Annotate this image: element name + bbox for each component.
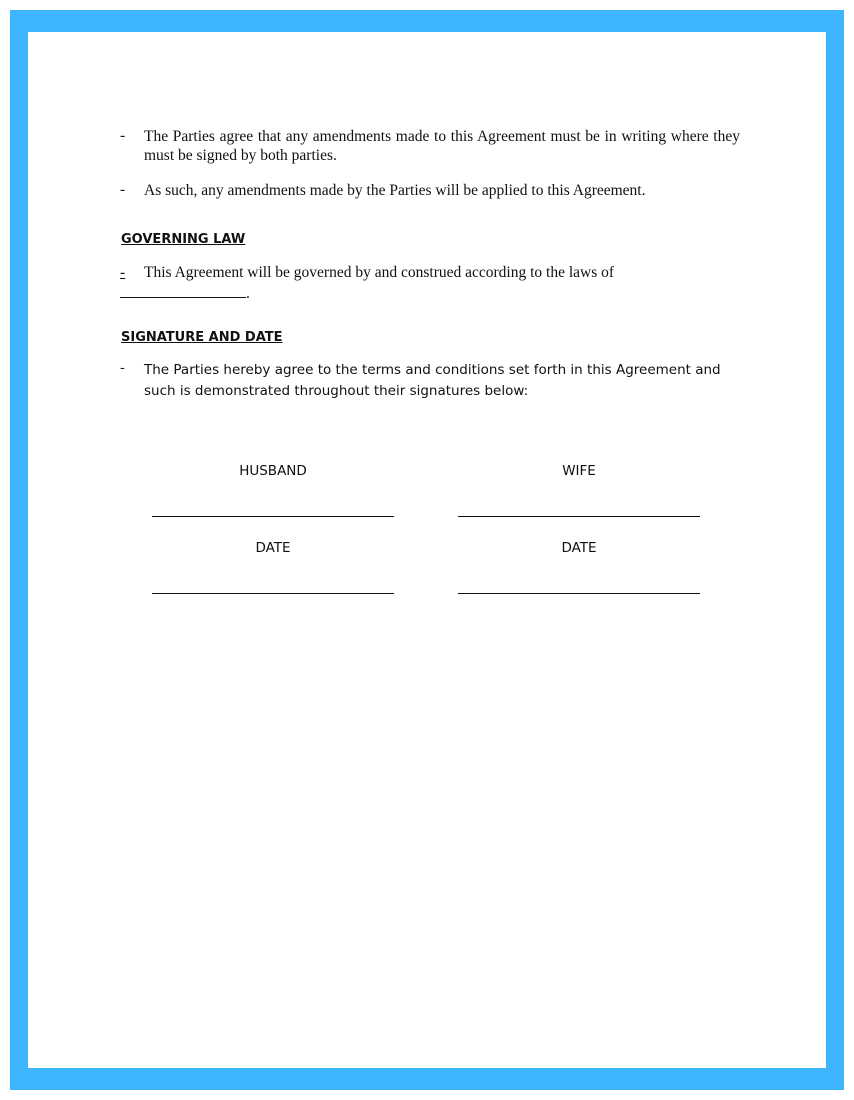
wife-label: WIFE (562, 463, 596, 479)
governing-law-heading: GOVERNING LAW (121, 232, 246, 247)
signature-clause (120, 360, 740, 402)
wife-date-line (458, 593, 700, 594)
bullet-dash: - (120, 127, 126, 144)
jurisdiction-blank-line (120, 284, 246, 298)
husband-date-line (152, 593, 394, 594)
signature-date-heading: SIGNATURE AND DATE (121, 330, 283, 345)
governing-law-clause (120, 262, 740, 304)
amendment-clause-2 (120, 181, 740, 200)
amendment-clause-2-text: As such, any amendments made by the Parties will be applied to this Agreement. (144, 182, 646, 199)
bullet-dash: - (120, 360, 125, 376)
wife-signature-line (458, 516, 700, 517)
bullet-dash: - (120, 264, 126, 281)
amendment-clause-1 (120, 127, 740, 165)
signature-clause-text: The Parties hereby agree to the terms and conditions set forth in this Agreement and such is demonstrated throughout their signatures below: (144, 362, 721, 399)
wife-date-label: DATE (561, 540, 597, 556)
governing-law-text: This Agreement will be governed by and construed according to the laws of (144, 264, 615, 281)
husband-date-label: DATE (255, 540, 291, 556)
governing-law-end-punct: . (246, 285, 250, 302)
bullet-dash: - (120, 181, 126, 198)
amendment-clause-1-text: The Parties agree that any amendments made to this Agreement must be in writing where they must be signed by both parties. (144, 128, 740, 164)
husband-label: HUSBAND (239, 463, 307, 479)
husband-signature-line (152, 516, 394, 517)
